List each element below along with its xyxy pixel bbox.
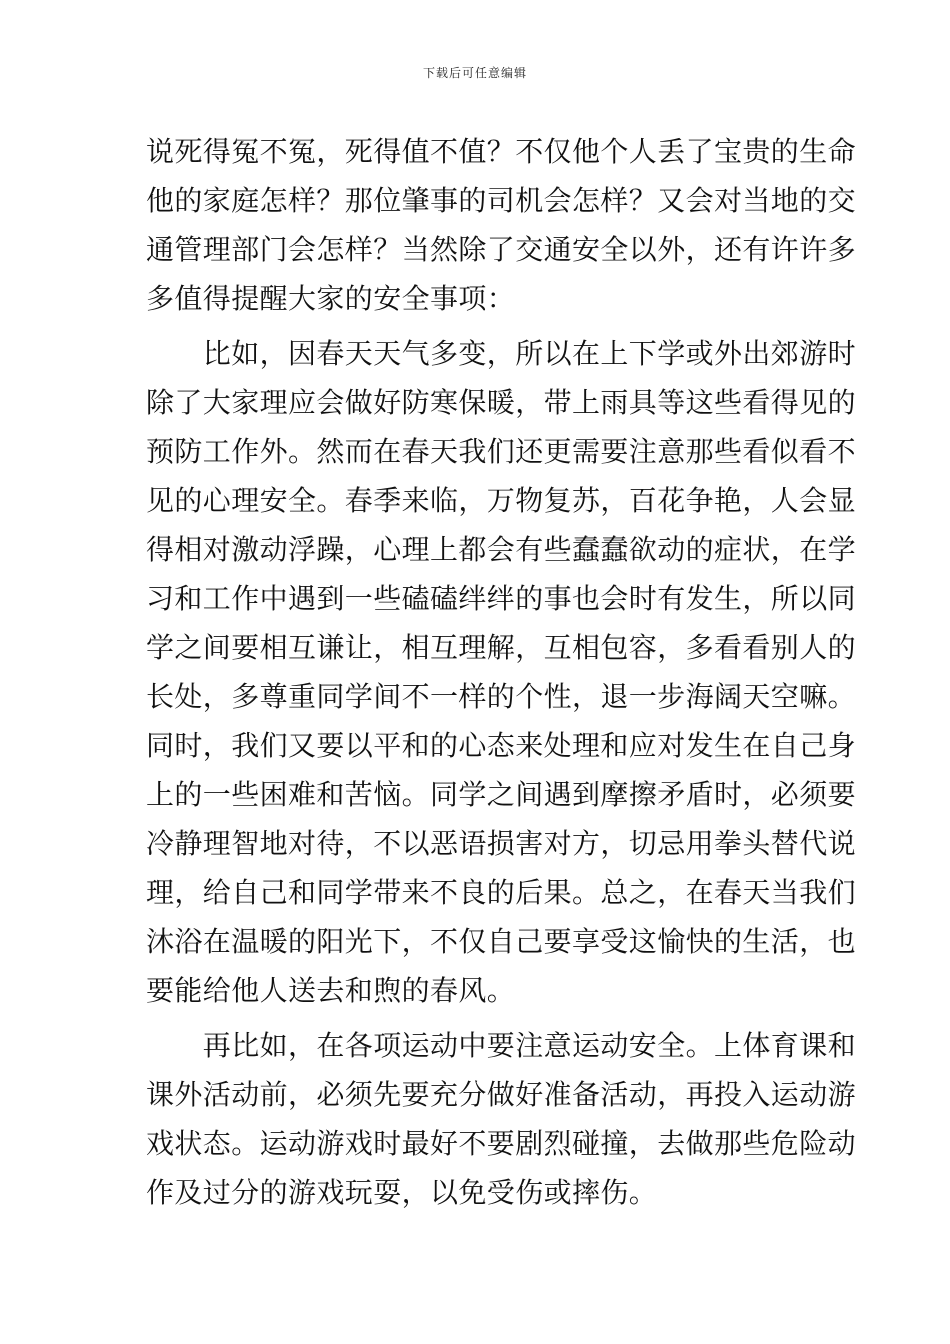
body-text [146, 127, 857, 1217]
text-line: 说死得冤不冤，死得值不值？不仅他个人丢了宝贵的生命 [146, 135, 857, 168]
text-line: 要能给他人送去和煦的春风。 [146, 974, 516, 1007]
text-line: 通管理部门会怎样？当然除了交通安全以外，还有许许多 [146, 233, 857, 266]
text-line: 比如，因春天天气多变，所以在上下学或外出郊游时 [146, 337, 857, 370]
text-line: 长处，多尊重同学间不一样的个性，退一步海阔天空嘛。 [146, 680, 857, 713]
text-line: 他的家庭怎样？那位肇事的司机会怎样？又会对当地的交 [146, 184, 857, 217]
text-line: 多值得提醒大家的安全事项： [146, 282, 516, 315]
text-line: 作及过分的游戏玩耍，以免受伤或摔伤。 [146, 1176, 658, 1209]
text-line: 同时，我们又要以平和的心态来处理和应对发生在自己身 [146, 729, 857, 762]
text-line: 得相对激动浮躁，心理上都会有些蠢蠢欲动的症状，在学 [146, 533, 857, 566]
text-line: 沐浴在温暖的阳光下，不仅自己要享受这愉快的生活，也 [146, 925, 857, 958]
text-line: 课外活动前，必须先要充分做好准备活动，再投入运动游 [146, 1078, 857, 1111]
header-note: 下载后可任意编辑 [422, 66, 527, 80]
text-line: 理，给自己和同学带来不良的后果。总之，在春天当我们 [146, 876, 857, 909]
text-line: 上的一些困难和苦恼。同学之间遇到摩擦矛盾时，必须要 [146, 778, 857, 811]
text-line: 再比如，在各项运动中要注意运动安全。上体育课和 [146, 1029, 857, 1062]
text-line: 冷静理智地对待，不以恶语损害对方，切忌用拳头替代说 [146, 827, 857, 860]
text-line: 学之间要相互谦让，相互理解，互相包容，多看看别人的 [146, 631, 857, 664]
text-line: 除了大家理应会做好防寒保暖，带上雨具等这些看得见的 [146, 386, 857, 419]
text-line: 戏状态。运动游戏时最好不要剧烈碰撞，去做那些危险动 [146, 1127, 857, 1160]
text-line: 预防工作外。然而在春天我们还更需要注意那些看似看不 [146, 435, 857, 468]
text-line: 见的心理安全。春季来临，万物复苏，百花争艳，人会显 [146, 484, 857, 517]
text-line: 习和工作中遇到一些磕磕绊绊的事也会时有发生，所以同 [146, 582, 857, 615]
